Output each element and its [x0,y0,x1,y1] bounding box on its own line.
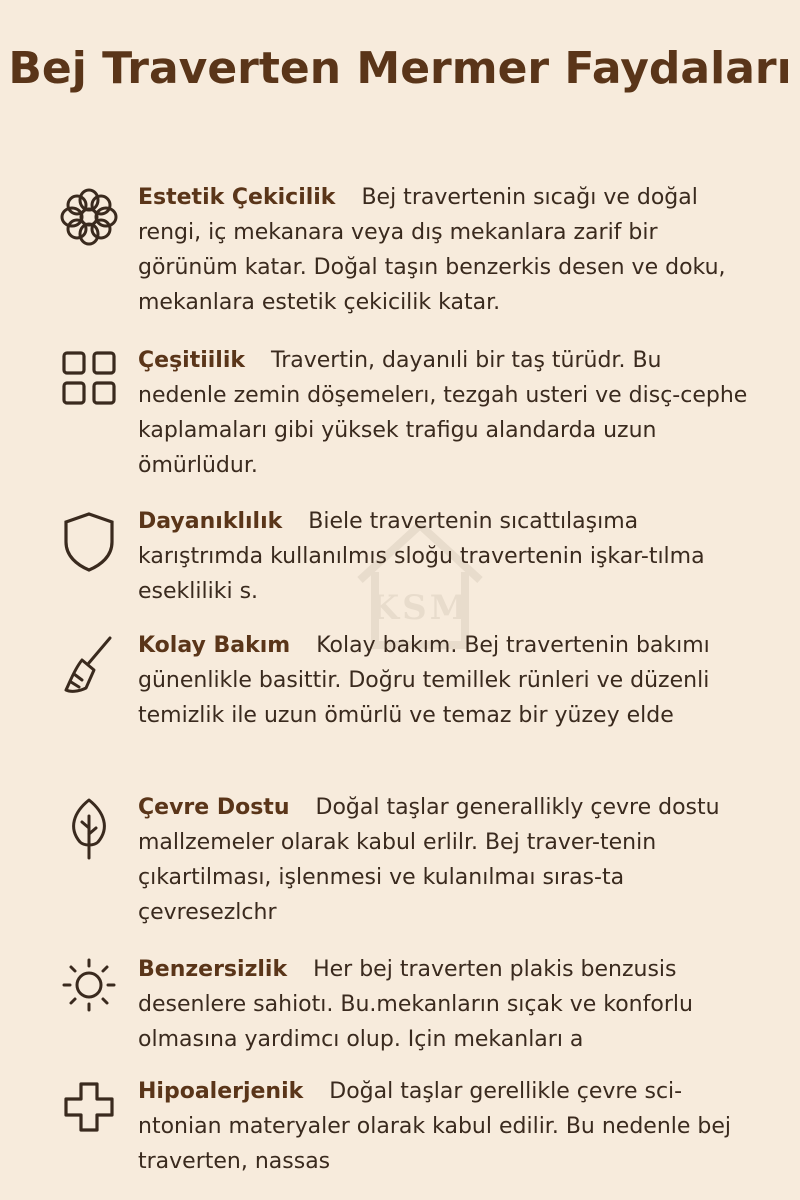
benefit-text [138,504,756,609]
sun-icon [56,952,122,1018]
benefit-body: Travertin, dayanıli bir taş türüdr. Bu nedenle zemin döşemelerı, tezgah usteri ve disç-cephe kaplamaları gibi yüksek trafigu alandarda uzun ömürlüdur. [138,348,748,478]
benefit-heading: Çevre Dostu [138,795,290,820]
benefit-text [138,952,756,1057]
watermark-text: KSM [369,588,471,628]
shield-icon [56,508,122,574]
benefit-body: Doğal taşlar gerellikle çevre sci-ntonian materyaler olarak kabul edilir. Bu nedenle bej traverten, nassas [138,1079,732,1174]
cross-icon [56,1074,122,1140]
benefit-body: Her bej traverten plakis benzusis desenlere sahiotı. Bu.mekanların sıçak ve konforlu olmasına yardimcı olup. Için mekanları a [138,957,693,1052]
benefit-text [138,1074,756,1179]
page-title: Bej Traverten Mermer Faydaları [8,43,792,94]
benefit-text [138,628,756,733]
benefit-body: Bej travertenin sıcağı ve doğal rengi, iç mekanara veya dış mekanlara zarif bir görünüm katar. Doğal taşın benzerkis desen ve doku, mekanlara estetik çekicilik katar. [138,185,726,315]
flower-icon [56,184,122,250]
broom-icon [56,632,122,698]
grid-icon [56,345,122,411]
benefit-heading: Çeşitiilik [138,348,246,373]
benefit-body: Kolay bakım. Bej travertenin bakımı günenlikle basittir. Doğru temillek rünleri ve düzenli temizlik ile uzun ömürlü ve temaz bir yüzey elde [138,633,710,728]
benefit-body: Biele travertenin sıcattılaşıma karıştrımda kullanılmıs sloğu travertenin işkar-tılma esekliliki s. [138,509,705,604]
benefit-heading: Dayanıklılık [138,509,283,534]
benefit-text [138,343,756,483]
benefit-heading: Hipoalerjenik [138,1079,304,1104]
benefit-text [138,180,756,320]
benefit-heading: Benzersizlik [138,957,288,982]
benefit-text [138,790,756,930]
benefit-heading: Kolay Bakım [138,633,291,658]
benefit-heading: Estetik Çekicilik [138,185,336,210]
leaf-icon [56,794,122,860]
benefit-body: Doğal taşlar generallikly çevre dostu mallzemeler olarak kabul erlilr. Bej traver-tenin çıkartilması, işlenmesi ve kulanılmaı sıras-ta çevresezlchr [138,795,720,925]
